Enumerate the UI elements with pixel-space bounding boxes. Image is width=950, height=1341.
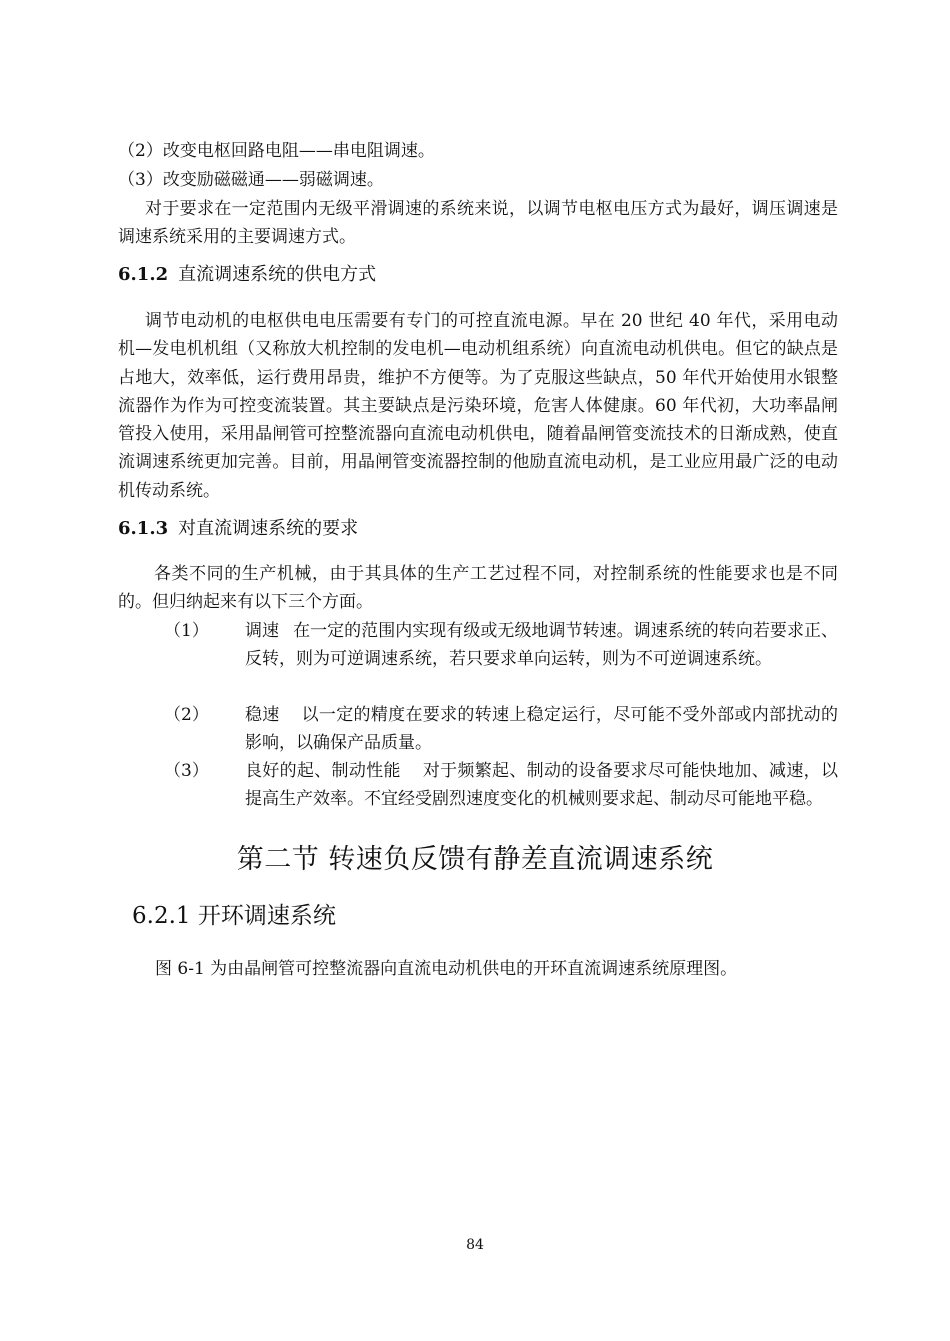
paragraph-figure-intro: 图 6-1 为由晶闸管可控整流器向直流电动机供电的开环直流调速系统原理图。 — [155, 959, 738, 979]
heading-text: 直流调速系统的供电方式 — [178, 264, 377, 285]
requirement-term: 良好的起、制动性能 — [245, 761, 401, 781]
text-line-method-2: （2）改变电枢回路电阻——串电阻调速。 — [118, 141, 435, 161]
heading-6-1-2 — [118, 261, 376, 289]
requirement-text: 对于频繁起、制动的设备要求尽可能快地加、减速，以提高生产效率。不宜经受剧烈速度变化的机械则要求起、制动尽可能地平稳。 — [245, 761, 838, 810]
list-marker: （3） — [164, 761, 209, 781]
requirement-term: 稳速 — [245, 705, 280, 725]
subsection-title-6-2-1: 6.2.1 开环调速系统 — [132, 903, 336, 929]
page-number: 84 — [466, 1237, 484, 1253]
heading-number: 6.1.2 — [118, 264, 169, 285]
requirement-text: 在一定的范围内实现有级或无级地调节转速。调速系统的转向若要求正、反转，则为可逆调速系统，若只要求单向运转，则为不可逆调速系统。 — [245, 621, 839, 670]
text-line-method-3: （3）改变励磁磁通——弱磁调速。 — [118, 170, 384, 190]
paragraph-requirements: 各类不同的生产机械，由于其具体的生产工艺过程不同，对控制系统的性能要求也是不同的。但归纳起来有以下三个方面。 — [118, 564, 838, 613]
list-marker: （2） — [164, 705, 209, 725]
requirement-term: 调速 — [245, 621, 280, 641]
list-item-requirement-3 — [118, 757, 838, 814]
list-item-requirement-2 — [118, 701, 838, 758]
section-title: 第二节 转速负反馈有静差直流调速系统 — [236, 844, 714, 875]
list-item-requirement-1 — [118, 617, 838, 674]
requirement-text: 以一定的精度在要求的转速上稳定运行，尽可能不受外部或内部扰动的影响，以确保产品质量。 — [245, 705, 838, 754]
heading-6-1-3 — [118, 515, 358, 543]
paragraph-intro: 对于要求在一定范围内无级平滑调速的系统来说，以调节电枢电压方式为最好，调压调速是调速系统采用的主要调速方式。 — [118, 199, 838, 248]
paragraph-power-supply: 调节电动机的电枢供电电压需要有专门的可控直流电源。早在 20 世纪 40 年代，采用电动机—发电机机组（又称放大机控制的发电机—电动机组系统）向直流电动机供电。但它的缺点是占地大，效率低，运行费用昂贵，维护不方便等。为了克服这些缺点，50 年代开始使用水银整流器作为作为可控变流装置。其主要缺点是污染环境，危害人体健康。60 年代初，大功率晶闸管投入使用，采用晶闸管可控整流器向直流电动机供电，随着晶闸管变流技术的日渐成熟，使直流调速系统更加完善。目前，用晶闸管变流器控制的他励直流电动机，是工业应用最广泛的电动机传动系统。 — [118, 311, 838, 501]
heading-number: 6.1.3 — [118, 518, 169, 539]
list-marker: （1） — [164, 621, 209, 641]
heading-text: 对直流调速系统的要求 — [178, 518, 359, 539]
